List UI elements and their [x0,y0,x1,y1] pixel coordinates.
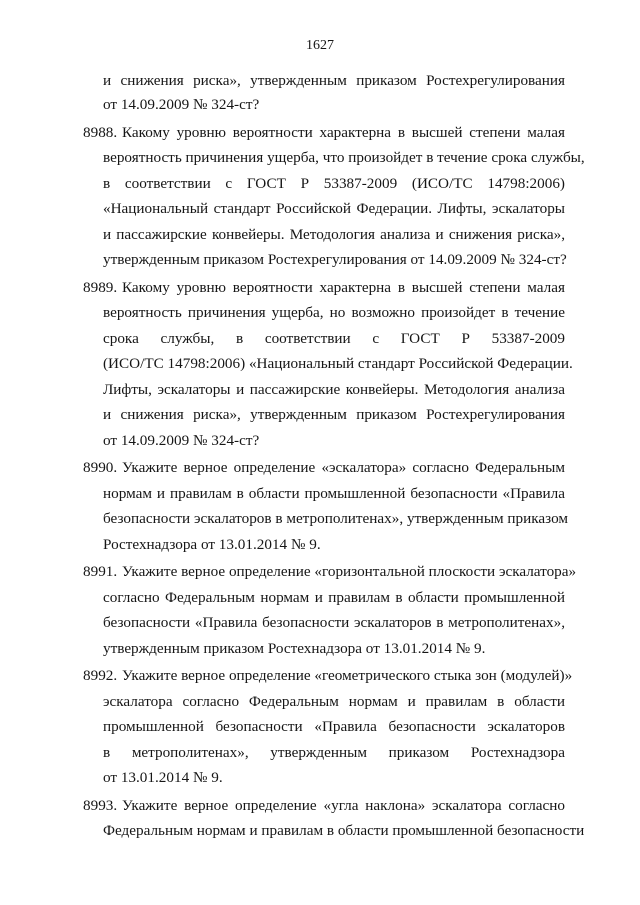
question-8989-line-6: и снижения риска», утвержденным приказом Ростехрегулирования [103,406,565,423]
question-8988-line-1: Какому уровню вероятности характерна в высшей степени малая [122,124,565,141]
question-8991-number: 8991. [83,563,118,580]
question-8989-line-3: срока службы, в соответствии с ГОСТ Р 53387-2009 [103,330,565,347]
question-8990-line-4: Ростехнадзора от 13.01.2014 № 9. [103,536,321,553]
question-8988-line-3: в соответствии с ГОСТ Р 53387-2009 (ИСО/ТС 14798:2006) [103,175,565,192]
question-8989-number: 8989. [83,279,118,296]
continuation-line-2: от 14.09.2009 № 324-ст? [103,96,260,113]
question-8988-line-6: утвержденным приказом Ростехрегулирования от 14.09.2009 № 324-ст? [103,251,567,268]
continuation-line-1: и снижения риска», утвержденным приказом Ростехрегулирования [103,72,565,89]
question-8992-line-2: эскалатора согласно Федеральным нормам и правилам в области [103,693,565,710]
question-8993-line-1: Укажите верное определение «угла наклона» эскалатора согласно [122,797,565,814]
question-8992-line-5: от 13.01.2014 № 9. [103,769,223,786]
question-8990-number: 8990. [83,459,118,476]
question-8988-line-4: «Национальный стандарт Российской Федерации. Лифты, эскалаторы [103,200,565,217]
question-8990-line-1: Укажите верное определение «эскалатора» согласно Федеральным [122,459,565,476]
question-8990-line-2: нормам и правилам в области промышленной безопасности «Правила [103,485,565,502]
question-8992-number: 8992. [83,667,118,684]
question-8992-line-1: Укажите верное определение «геометрического стыка зон (модулей)» [122,667,573,684]
question-8991-line-4: утвержденным приказом Ростехнадзора от 13.01.2014 № 9. [103,640,486,657]
question-8988-line-5: и пассажирские конвейеры. Методология анализа и снижения риска», [103,226,565,243]
question-8992-line-4: в метрополитенах», утвержденным приказом Ростехнадзора [103,744,565,761]
question-8989-line-4: (ИСО/ТС 14798:2006) «Национальный стандарт Российской Федерации. [103,355,573,372]
question-8988-number: 8988. [83,124,118,141]
question-8990-line-3: безопасности эскалаторов в метрополитенах», утвержденным приказом [103,510,568,527]
question-8989-line-7: от 14.09.2009 № 324-ст? [103,432,260,449]
question-8992-line-3: промышленной безопасности «Правила безопасности эскалаторов [103,718,565,735]
question-8989-line-5: Лифты, эскалаторы и пассажирские конвейеры. Методология анализа [103,381,565,398]
page-number: 1627 [306,38,334,53]
question-8989-line-2: вероятность причинения ущерба, но возможно произойдет в течение [103,304,565,321]
question-8993-line-2: Федеральным нормам и правилам в области промышленной безопасности [103,822,585,839]
question-8993-number: 8993. [83,797,118,814]
question-8989-line-1: Какому уровню вероятности характерна в высшей степени малая [122,279,565,296]
question-8991-line-3: безопасности «Правила безопасности эскалаторов в метрополитенах», [103,614,565,631]
question-8991-line-2: согласно Федеральным нормам и правилам в области промышленной [103,589,565,606]
question-8988-line-2: вероятность причинения ущерба, что произойдет в течение срока службы, [103,149,585,166]
question-8991-line-1: Укажите верное определение «горизонтальной плоскости эскалатора» [122,563,577,580]
